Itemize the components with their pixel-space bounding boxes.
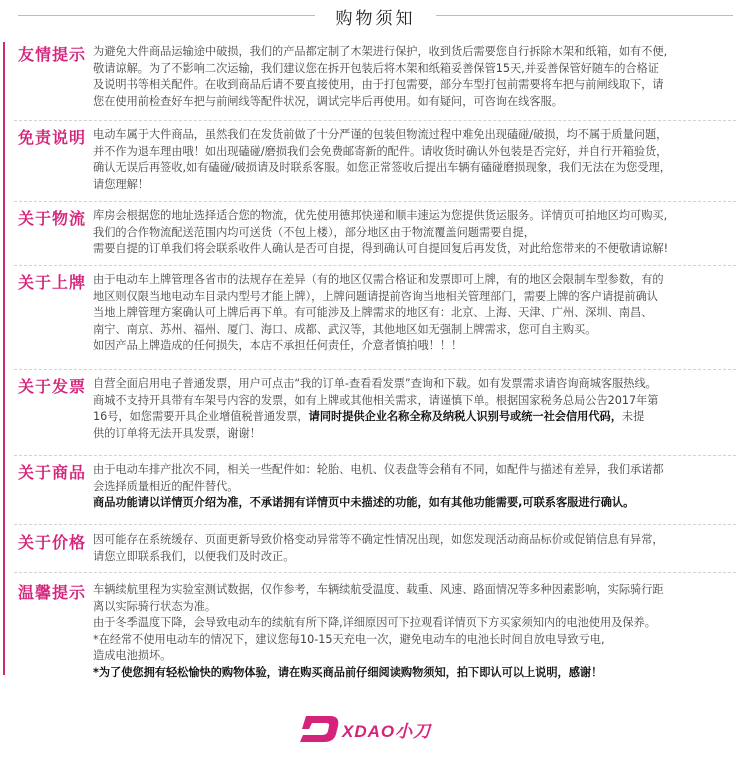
- section-line: 供的订单将无法开具发票，谢谢！: [93, 426, 261, 440]
- page-header: [0, 0, 750, 32]
- line-text: 未提: [621, 410, 645, 424]
- section-line: 地区则仅限当地电动车目录内型号才能上牌），上牌问题请提前咨询当地相关管理部门，需要上牌的客户请提前确认: [93, 289, 658, 303]
- section-line: 离以实际骑行状态为准。: [93, 599, 217, 613]
- section-line: 由于电动车上牌管理各省市的法规存在差异（有的地区仅需合格证和发票即可上牌，有的地区会限制车型参数，有的: [93, 273, 664, 286]
- brand-logo-text: XDAO小刀: [342, 722, 432, 741]
- section-line: 因可能存在系统缓存、页面更新导致价格变动异常等不确定性情况出现，如您发现活动商品标价或促销信息有异常，: [93, 533, 664, 546]
- section-line: 请您理解！: [93, 177, 149, 191]
- section-body: [93, 376, 718, 442]
- section-body: [93, 272, 718, 355]
- section-line: 如因产品上牌造成的任何损失，本店不承担任何责任，介意者慎拍哦！！！: [93, 339, 463, 353]
- section-divider: [14, 201, 736, 202]
- section-divider: [14, 524, 736, 525]
- section-label: 关于商品: [18, 463, 87, 482]
- section-label: 友情提示: [18, 45, 87, 64]
- header-divider-right: [436, 15, 733, 16]
- section-line: 为避免大件商品运输途中破损，我们的产品都定制了木架进行保护，收到货后需要您自行拆除木架和纸箱，如有不便,: [93, 45, 668, 58]
- section-line: 自营全面启用电子普通发票，用户可点击“我的订单-查看看发票”查询和下载。如有发票需求请咨询商城客服热线。: [93, 377, 657, 390]
- section-body: [93, 127, 718, 193]
- section-line: 车辆续航里程为实验室测试数据，仅作参考，车辆续航受温度、载重、风速、路面情况等多种因素影响，实际骑行距: [93, 583, 664, 596]
- brand-logo-icon: [300, 712, 342, 746]
- section-divider: [14, 369, 736, 370]
- section-line: 商品功能请以详情页介绍为准，不承诺拥有详情页中未描述的功能，如有其他功能需要,可联系客服进行确认。: [93, 496, 635, 510]
- section-line: *在经常不使用电动车的情况下，建议您每10-15天充电一次，避免电动车的电池长时间自放电导致亏电,: [93, 632, 605, 646]
- section-line: 敬请谅解。为了不影响二次运输，我们建议您在拆开包装后将木架和纸箱妥善保管15天,并妥善保管好随车的合格证: [93, 61, 659, 75]
- section-line: 及说明书等相关配件。在收到商品后请不要直接使用，由于打包需要，部分车型打包前需要将车把与前闸线取下，请: [93, 78, 664, 92]
- section-body: [93, 532, 718, 565]
- section-body: [93, 208, 718, 258]
- section-label: 温馨提示: [18, 583, 87, 602]
- line-text: 16号，如您需要开具企业增值税普通发票，: [93, 410, 309, 424]
- line-emphasis: 请同时提供企业名称全称及纳税人识别号或统一社会信用代码，: [308, 410, 622, 424]
- section-label: 关于物流: [18, 209, 87, 228]
- section-line: 并不作为退车理由哦！如出现磕碰/磨损我们会免费邮寄新的配件。请收货时确认外包装是否完好，并自行开箱验货，: [93, 144, 668, 158]
- page-title: 购物须知: [335, 9, 416, 29]
- section-line: 您在使用前检查好车把与前闸线等配件状况，调试完毕后再使用。如有疑问，可咨询在线客服。: [93, 94, 563, 108]
- section-line: *为了使您拥有轻松愉快的购物体验，请在购买商品前仔细阅读购物须知，拍下即认可以上说明，感谢！: [93, 665, 603, 679]
- section-line: 需要自提的订单我们将会联系收件人确认是否可自提，得到确认可自提回复后再发货，对此给您带来的不便敬请谅解!: [93, 242, 669, 256]
- section-divider: [14, 572, 736, 573]
- accent-bar: [3, 42, 5, 675]
- section-line: 商城不支持开具带有车架号内容的发票，如有上牌或其他相关需求，请谨慎下单。根据国家税务总局公告2017年第: [93, 393, 659, 407]
- section-label: 关于价格: [18, 533, 87, 552]
- section-line: 南宁、南京、苏州、福州、厦门、海口、成都、武汉等，其他地区如无强制上牌需求，您可自主购买。: [93, 322, 597, 336]
- section-divider: [14, 120, 736, 121]
- section-line: 会选择质量相近的配件替代。: [93, 479, 239, 493]
- section-line: 由于电动车排产批次不同，相关一些配件如：轮胎、电机、仪表盘等会稍有不同，如配件与描述有差异，我们承诺都: [93, 463, 664, 476]
- section-divider: [14, 455, 736, 456]
- header-divider-left: [18, 15, 315, 16]
- section-label: 免责说明: [18, 128, 87, 147]
- section-line: 确认无误后再签收,如有磕碰/破损请及时联系客服。如您正常签收后提出车辆有磕碰磨损现象，我们无法在为您受理，: [93, 161, 671, 175]
- section-line: 库房会根据您的地址选择适合您的物流，优先使用德邦快递和顺丰速运为您提供货运服务。详情页可拍地区均可购买,: [93, 209, 668, 222]
- section-label: 关于发票: [18, 377, 87, 396]
- section-label: 关于上牌: [18, 273, 87, 292]
- section-line: 当地上牌管理方案确认可上牌后再下单。有可能涉及上牌需求的地区有：北京、上海、天津、广州、深圳、南昌、: [93, 306, 653, 320]
- section-body: [93, 462, 718, 512]
- section-body: [93, 582, 718, 682]
- section-body: [93, 44, 718, 110]
- section-divider: [14, 265, 736, 266]
- section-line: 电动车属于大件商品，虽然我们在发货前做了十分严谨的包装但物流过程中难免出现磕碰/破损，均不属于质量问题，: [93, 128, 668, 141]
- section-line: 由于冬季温度下降，会导致电动车的续航有所下降,详细原因可下拉观看详情页下方买家须知内的电池使用及保养。: [93, 616, 656, 630]
- brand-logo: [300, 712, 460, 746]
- section-line: 请您立即联系我们，以便我们及时改正。: [93, 549, 295, 563]
- section-line: 我们的合作物流配送范围内均可送货（不包上楼），部分地区由于物流覆盖问题需要自提，: [93, 225, 535, 239]
- section-line: 造成电池损坏。: [93, 649, 172, 663]
- section-line: [93, 409, 718, 426]
